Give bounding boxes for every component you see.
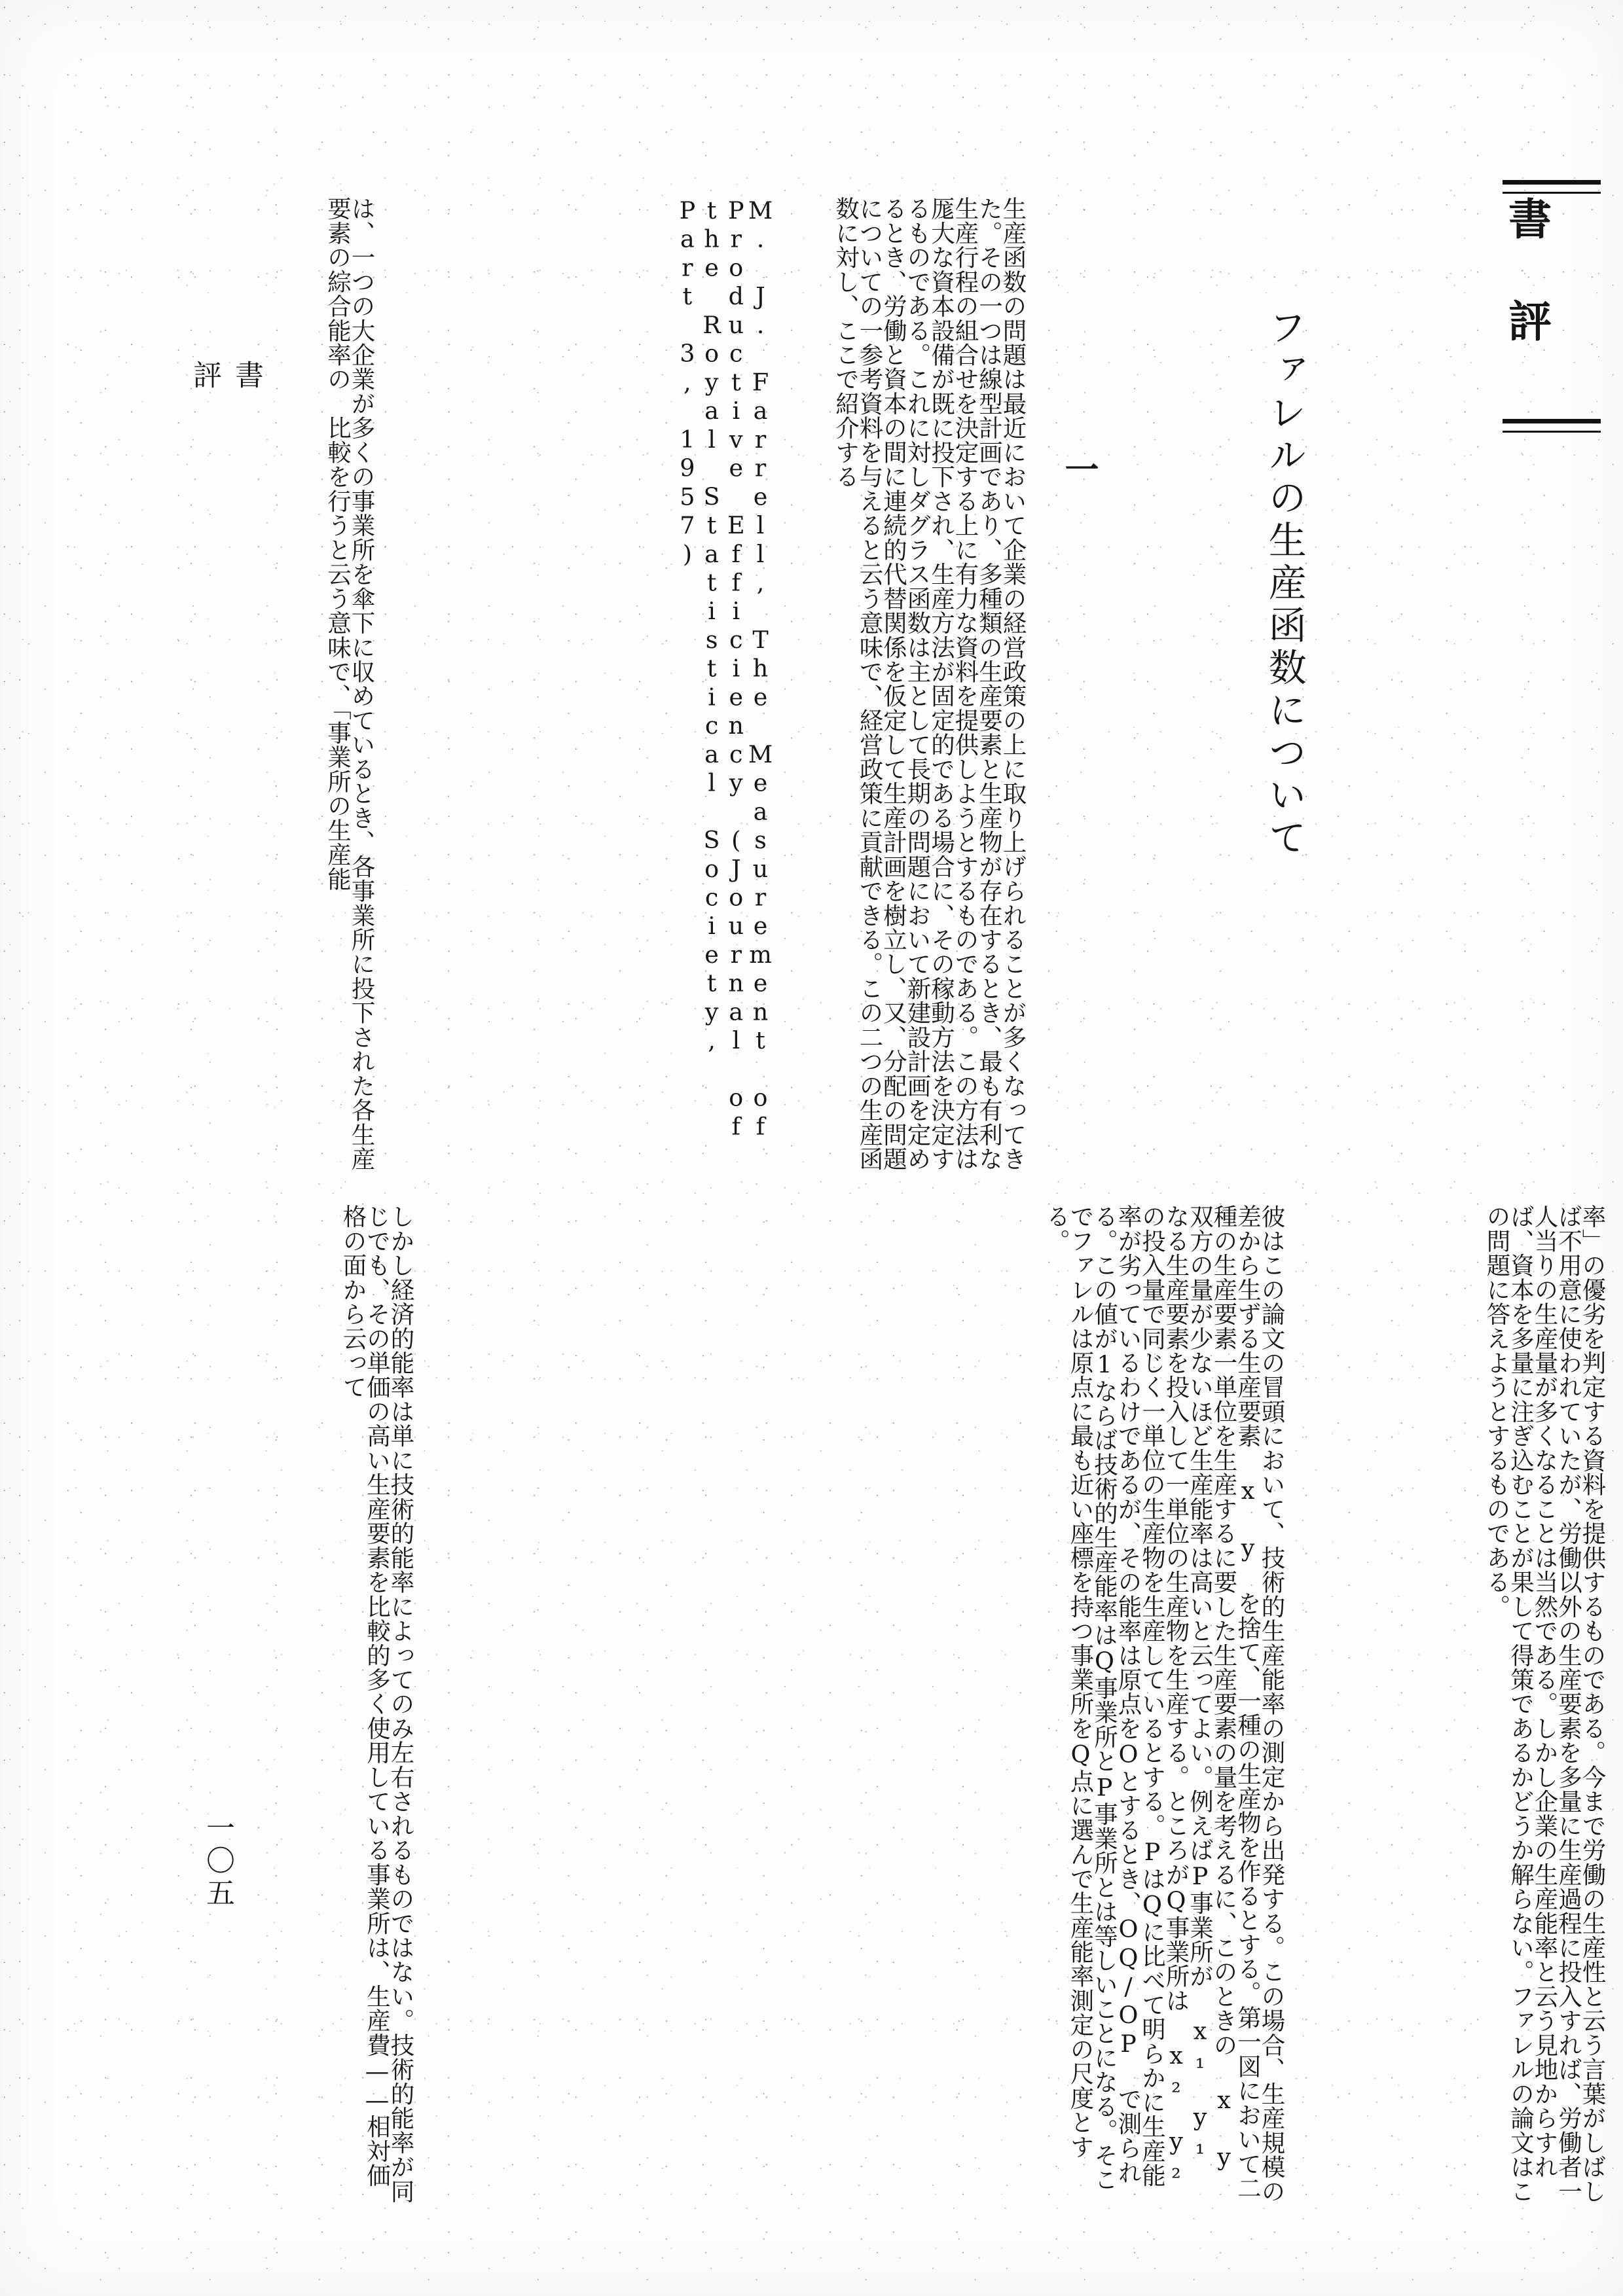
page-number: 一〇五: [201, 1813, 234, 1910]
header-rule-bottom: [1503, 419, 1601, 433]
header-rule-top: [1503, 180, 1601, 194]
body-column: しかし経済的能率は単に技術的能率によってのみ左右されるものではない。技術的能率が同じでも、その単価の高い生産要素を比較的多く使用している事業所は、生産費——相対価格の面から云って: [339, 1204, 415, 2204]
section-header-label: 書 評: [1501, 196, 1552, 350]
section-number: 一: [1059, 452, 1099, 488]
body-column: 率」の優劣を判定する資料を提供するものである。今まで労働の生産性と云う言葉がしばしば不用意に使われていたが、労働以外の生産要素を多量に生産過程に投入すれば、労働者一人当りの生産量が多くなることは当然である。しかし企業の生産能率と云う見地からすれば、資本を多量に注ぎ込むことが果して得策であるかどうか解らない。ファレルの論文はこの問題に答えようとするものである。: [1483, 1204, 1607, 2204]
body-column: 生産函数の問題は最近において企業の経営政策の上に取り上げられることが多くなってきた。その一つは線型計画であり、多種類の生産要素と生産物が存在するとき、最も有利な生産行程の組合せを決定する上に有力な資料を提供しようとするものである。この方法は厖大な資本設備が既に投下され、生産方法が固定的である場合に、その稼動方法を決定するものである。これに対しダグラス函数は主として長期の問題において新建設計画を定めるとき、労働と資本の間に連続的代替関係を仮定して生産計画を樹立し、又、分配の問題についての一参考資料を与えると云う意味で、経営政策に貢献できる。この二つの生産函数に対し、ここで紹介する: [831, 196, 1027, 1172]
reference-column: M. J. Farrell, The Measurement of Productive Efficiency (Journal of the Royal Statistical Society, Part 3, 1957): [673, 196, 775, 1170]
running-head: 書 評: [188, 360, 263, 524]
body-column: 彼はこの論文の冒頭において、技術的生産能率の測定から出発する。この場合、生産規模の差から生ずる生産要素 x y を捨て、一種の生産物を作るとする。第一図において二種の生産要素一単位を生産するに要した生産要素の量を考えるに、このときの x y 双方の量が少ないほど生産能率は高いと云ってよい。例えばP事業所が x₁ y₁ なる生産要素を投入して一単位の生産物を生産する。ところがQ事業所は x₂ y₂ の投入量で同じく一単位の生産物を生産しているとする。PはQに比べて明らかに生産能率が劣っているわけであるが、その能率は原点をOとするとき、OQ/OP で測られる。この値が1ならば技術的生産能率はQ事業所とP事業所とは等しいことになる。そこでファレルは原点に最も近い座標を持つ事業所をQ点に選んで生産能率測定の尺度とする。: [1042, 1204, 1286, 2214]
body-column: は、一つの大企業が多くの事業所を傘下に収めているとき、各事業所に投下された各生産要素の綜合能率の 比較を行うと云う意味で、「事業所の生産能: [323, 196, 376, 1172]
page-title: ファレルの生産函数について: [1262, 308, 1307, 861]
